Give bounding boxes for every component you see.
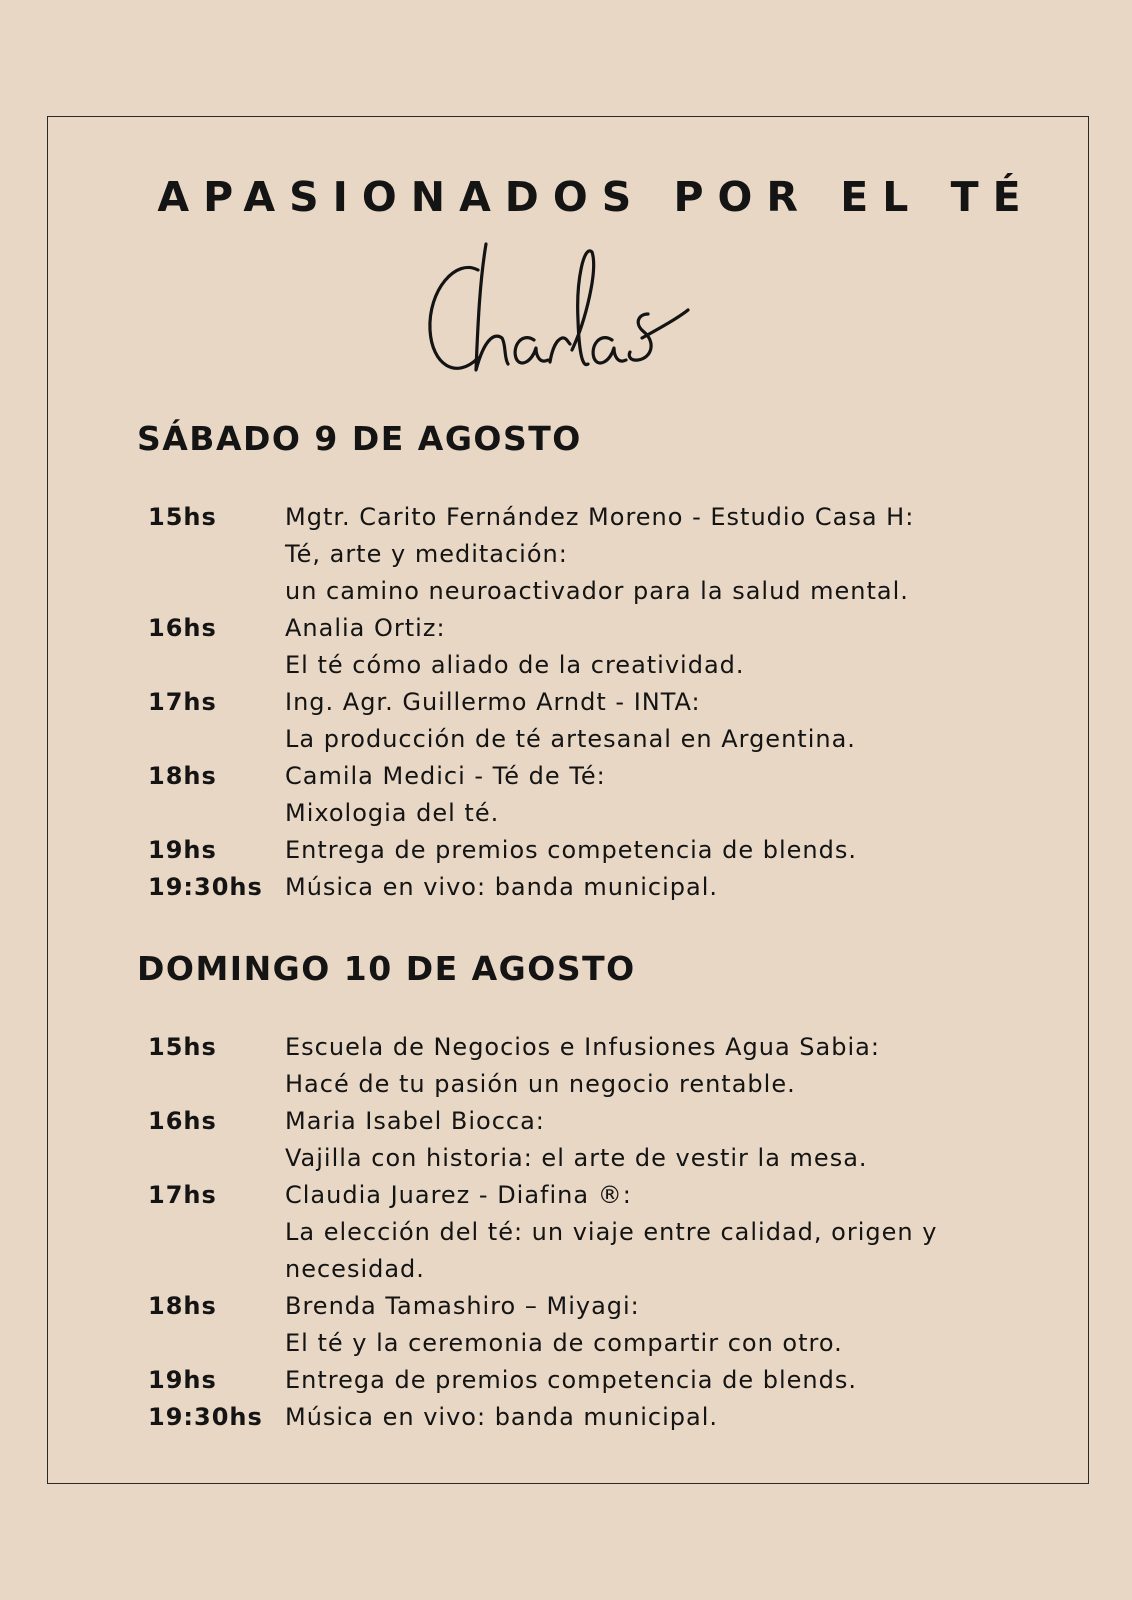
schedule-description xyxy=(285,499,1048,610)
charlas-script-logo xyxy=(416,240,716,390)
schedule-row xyxy=(148,1177,1048,1288)
schedule-line: Brenda Tamashiro – Miyagi: xyxy=(285,1292,640,1320)
schedule-description xyxy=(285,1362,1048,1399)
schedule-time: 16hs xyxy=(148,1107,217,1135)
schedule-line: Mgtr. Carito Fernández Moreno - Estudio Casa H: xyxy=(285,503,915,531)
schedule-time: 19:30hs xyxy=(148,1403,263,1431)
schedule-line: El té y la ceremonia de compartir con otro. xyxy=(285,1329,843,1357)
schedule-row xyxy=(148,499,1048,610)
schedule-line: El té cómo aliado de la creatividad. xyxy=(285,651,745,679)
day-heading-saturday: SÁBADO 9 DE AGOSTO xyxy=(137,419,582,458)
schedule-row xyxy=(148,1029,1048,1103)
schedule-line: Camila Medici - Té de Té: xyxy=(285,762,606,790)
charlas-script-title xyxy=(0,240,1132,394)
schedule-description xyxy=(285,1177,1048,1288)
schedule-line: Música en vivo: banda municipal. xyxy=(285,873,718,901)
schedule-time: 16hs xyxy=(148,614,217,642)
event-title: APASIONADOS POR EL TÉ xyxy=(157,173,1035,221)
schedule-description xyxy=(285,1029,1048,1103)
schedule-line: un camino neuroactivador para la salud mental. xyxy=(285,577,909,605)
schedule-time: 17hs xyxy=(148,688,217,716)
schedule-row xyxy=(148,1288,1048,1362)
schedule-row xyxy=(148,758,1048,832)
schedule-line: Entrega de premios competencia de blends. xyxy=(285,836,858,864)
schedule-line: Escuela de Negocios e Infusiones Agua Sabia: xyxy=(285,1033,880,1061)
schedule-row xyxy=(148,1362,1048,1399)
schedule-line: Té, arte y meditación: xyxy=(285,540,568,568)
day-heading-sunday: DOMINGO 10 DE AGOSTO xyxy=(137,949,636,988)
schedule-time: 19hs xyxy=(148,836,217,864)
schedule-description xyxy=(285,758,1048,832)
schedule-line: Claudia Juarez - Diafina ®: xyxy=(285,1181,632,1209)
schedule-line: Música en vivo: banda municipal. xyxy=(285,1403,718,1431)
schedule-description xyxy=(285,684,1048,758)
schedule-row xyxy=(148,1399,1048,1436)
schedule-time: 18hs xyxy=(148,762,217,790)
schedule-line: Maria Isabel Biocca: xyxy=(285,1107,545,1135)
schedule-line: Mixologia del té. xyxy=(285,799,500,827)
schedule-description xyxy=(285,1399,1048,1436)
schedule-row xyxy=(148,684,1048,758)
schedule-row xyxy=(148,1103,1048,1177)
schedule-line: Vajilla con historia: el arte de vestir la mesa. xyxy=(285,1144,868,1172)
schedule-row xyxy=(148,832,1048,869)
schedule-saturday xyxy=(148,499,1048,906)
schedule-line: Ing. Agr. Guillermo Arndt - INTA: xyxy=(285,688,701,716)
schedule-line: La elección del té: un viaje entre calidad, origen y xyxy=(285,1218,938,1246)
schedule-description xyxy=(285,1103,1048,1177)
schedule-description xyxy=(285,832,1048,869)
schedule-time: 15hs xyxy=(148,1033,217,1061)
schedule-description xyxy=(285,869,1048,906)
schedule-line: La producción de té artesanal en Argentina. xyxy=(285,725,856,753)
schedule-sunday xyxy=(148,1029,1048,1436)
schedule-line: Analia Ortiz: xyxy=(285,614,446,642)
schedule-time: 19hs xyxy=(148,1366,217,1394)
schedule-row xyxy=(148,610,1048,684)
schedule-time: 18hs xyxy=(148,1292,217,1320)
schedule-description xyxy=(285,1288,1048,1362)
schedule-time: 19:30hs xyxy=(148,873,263,901)
schedule-line: necesidad. xyxy=(285,1255,425,1283)
schedule-line: Entrega de premios competencia de blends. xyxy=(285,1366,858,1394)
schedule-time: 15hs xyxy=(148,503,217,531)
schedule-description xyxy=(285,610,1048,684)
schedule-time: 17hs xyxy=(148,1181,217,1209)
schedule-row xyxy=(148,869,1048,906)
schedule-line: Hacé de tu pasión un negocio rentable. xyxy=(285,1070,796,1098)
